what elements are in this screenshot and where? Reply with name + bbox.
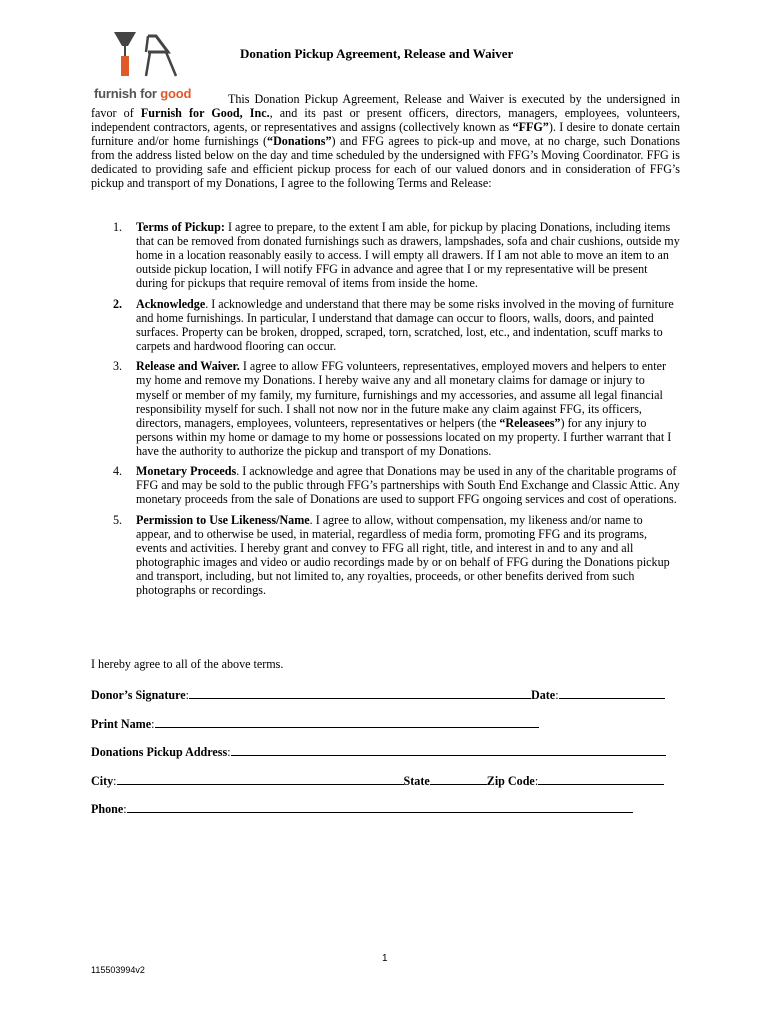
- intro-paragraph: This Donation Pickup Agreement, Release and Waiver is executed by the undersigned in favor of Furnish for Good, Inc., and its past or present officers, directors, managers, employees, volunteers, independent contractors, agents, or representatives and assigns (collectively known as “FFG”). I desire to donate certain furniture and/or home furnishings (“Donations”) and FFG agrees to pick-up and move, at no charge, such Donations from the address listed below on the day and time scheduled by the undersigned with FFG’s Moving Coordinator. FFG is dedicated to providing safe and efficient pickup process for each of our valued donors and in consideration of FFG’s pickup and transport of my Donations, I agree to the following Terms and Release:: [91, 92, 680, 191]
- page-number: 1: [382, 953, 388, 964]
- city-state-zip-row: City : State Zip Code :: [91, 773, 664, 789]
- lamp-chair-logo-icon: [90, 28, 205, 88]
- agreement-statement: I hereby agree to all of the above terms.: [91, 657, 284, 671]
- term-item: 3. Release and Waiver. I agree to allow FFG volunteers, representatives, employed movers and helpers to enter my home and remove my Donations. I hereby waive any and all monetary claims for damage or injury to myself or member of my family, my furniture, furnishings and my accessories, and assume all legal financial responsibility myself for such. I shall not now nor in the future make any claim against FFG, its officers, directors, managers, employees, volunteers, representatives or helpers (the “Releasees”) for any injury to persons within my home or damage to my home or possessions located on my property. I further warrant that I have the authority to authorize the pickup and transport of my Donations.: [113, 359, 672, 458]
- document-id: 115503994v2: [91, 965, 145, 975]
- zip-code-field[interactable]: [538, 773, 664, 785]
- signature-field[interactable]: [189, 687, 531, 699]
- terms-list: [91, 220, 680, 604]
- term-item: 2. Acknowledge. I acknowledge and understand that there may be some risks involved in the moving of furniture and home furnishings. In particular, I understand that damage can occur to floors, walls, doors, and painted surfaces. Property can be broken, dropped, scraped, torn, scratched, lost, etc., and indentation, scuff marks to carpets and hardwood flooring can occur.: [113, 296, 674, 353]
- term-item: 4. Monetary Proceeds. I acknowledge and agree that Donations may be used in any of the charitable programs of FFG and may be sold to the public through FFG’s partnerships with South End Exchange and Classic Attic. Any monetary proceeds from the sale of Donations are used to support FFG ongoing services and cost of operations.: [113, 464, 680, 507]
- pickup-address-field[interactable]: [231, 744, 666, 756]
- phone-field[interactable]: [127, 801, 633, 813]
- logo-text: furnish for good: [94, 86, 192, 101]
- print-name-row: Print Name :: [91, 716, 539, 732]
- signature-row: Donor’s Signature : Date :: [91, 687, 665, 703]
- term-item: 1. Terms of Pickup: I agree to prepare, to the extent I am able, for pickup by placing Donations, including items that can be removed from donated furnishings such as drawers, lampshades, sofa and chair cushions, outside my home in a location reasonably easily to access. I will empty all drawers. If I am not able to move an item to an outside pickup location, I will notify FFG in advance and agree that I or my representative will be present during for pickups that require removal of items from inside the home.: [113, 220, 680, 291]
- address-row: Donations Pickup Address :: [91, 744, 666, 760]
- term-item: 5. Permission to Use Likeness/Name. I agree to allow, without compensation, my likeness and/or name to appear, and to otherwise be used, in material, regardless of media form, promoting FFG and its programs, events and activities. I hereby grant and convey to FFG all right, title, and interest in and to any and all photographic images and video or audio recordings made by or on behalf of FFG during the Donations pickup and transport, including, but not limited to, any royalties, proceeds, or other benefits derived from such photographs or recordings.: [113, 512, 670, 598]
- document-title: Donation Pickup Agreement, Release and Waiver: [240, 46, 514, 61]
- state-field[interactable]: [430, 773, 487, 785]
- city-field[interactable]: [117, 773, 404, 785]
- phone-row: Phone :: [91, 801, 633, 817]
- date-field[interactable]: [559, 687, 665, 699]
- print-name-field[interactable]: [155, 716, 539, 728]
